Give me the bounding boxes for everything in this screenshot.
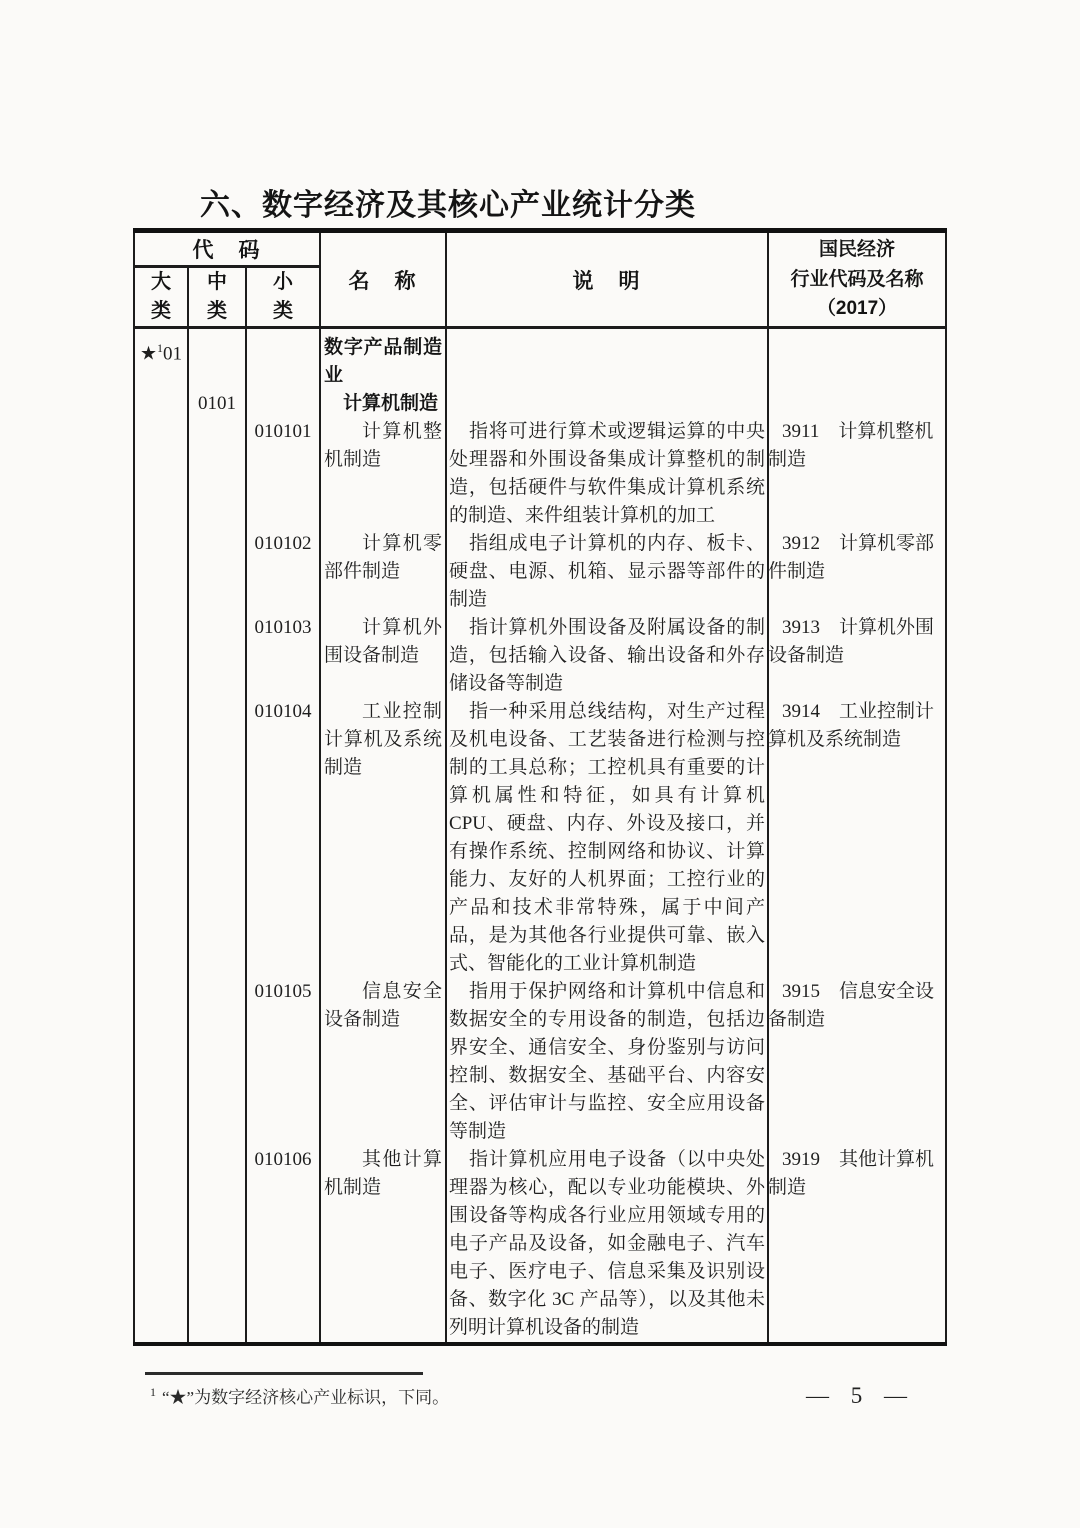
cell-desc	[446, 328, 768, 391]
cell-desc	[446, 530, 768, 614]
category-name: 计算机整机制造	[324, 421, 443, 470]
cell-major-code	[134, 978, 188, 1146]
cell-minor-code	[246, 328, 320, 391]
category-name: 计算机零部件制造	[324, 533, 443, 582]
cell-desc	[446, 614, 768, 698]
cell-industry	[768, 390, 946, 418]
category-name: 其他计算机制造	[324, 1149, 443, 1198]
table-row	[134, 698, 946, 978]
cell-name	[320, 418, 446, 530]
table-row	[134, 1146, 946, 1344]
footnote-marker: 1	[150, 1385, 156, 1400]
cell-desc	[446, 390, 768, 418]
cell-middle-code	[188, 530, 246, 614]
classification-table-wrap	[133, 228, 945, 1346]
cell-industry	[768, 614, 946, 698]
cell-middle-code	[188, 614, 246, 698]
table-row	[134, 614, 946, 698]
cell-middle-code	[188, 978, 246, 1146]
cell-industry	[768, 698, 946, 978]
industry-code-name: 3919 其他计算机制造	[768, 1149, 935, 1198]
category-desc: 指计算机外围设备及附属设备的制造，包括输入设备、输出设备和外存储设备等制造	[449, 617, 766, 694]
header-name-column: 名 称	[320, 231, 446, 328]
industry-code-name: 3915 信息安全设备制造	[768, 981, 935, 1030]
cell-desc	[446, 978, 768, 1146]
cell-name	[320, 530, 446, 614]
cell-minor-code	[246, 418, 320, 530]
cell-industry	[768, 978, 946, 1146]
header-industry-line1: 国民经济	[819, 239, 896, 261]
cell-desc	[446, 418, 768, 530]
header-major-class: 大类	[134, 267, 188, 328]
cell-minor-code	[246, 978, 320, 1146]
cell-name	[320, 698, 446, 978]
cell-desc	[446, 698, 768, 978]
header-industry-line2: 行业代码及名称	[790, 268, 924, 290]
cell-name	[320, 1146, 446, 1344]
minor-code: 010104	[254, 701, 312, 722]
cell-industry	[768, 418, 946, 530]
industry-code-name: 3914 工业控制计算机及系统制造	[768, 701, 935, 750]
footnote-text: “★”为数字经济核心产业标识，下同。	[162, 1388, 450, 1407]
minor-code: 010105	[254, 981, 312, 1002]
classification-table	[133, 228, 947, 1346]
category-name: 工业控制计算机及系统制造	[324, 701, 443, 778]
cell-industry	[768, 1146, 946, 1344]
industry-code-name: 3911 计算机整机制造	[768, 421, 934, 470]
page-title: 六、数字经济及其核心产业统计分类	[200, 189, 696, 222]
cell-middle-code	[188, 328, 246, 391]
cell-major-code	[134, 530, 188, 614]
middle-code: 0101	[198, 393, 236, 414]
table-row	[134, 530, 946, 614]
table-row	[134, 418, 946, 530]
footnote	[150, 1383, 449, 1408]
header-middle-class: 中类	[188, 267, 246, 328]
category-desc: 指计算机应用电子设备（以中央处理器为核心，配以专业功能模块、外围设备等构成各行业应用领域专用的电子产品及设备，如金融电子、汽车电子、医疗电子、信息采集及识别设备、数字化 3C 产品等），以及其他未列明计算机设备的制造	[449, 1149, 766, 1338]
cell-middle-code	[188, 698, 246, 978]
header-desc-column: 说 明	[446, 231, 768, 328]
minor-code: 010106	[254, 1149, 312, 1170]
cell-name	[320, 614, 446, 698]
cell-major-code	[134, 390, 188, 418]
cell-name	[320, 328, 446, 391]
page-number: — 5 —	[806, 1383, 915, 1408]
minor-code: 010103	[254, 617, 312, 638]
cell-major-code	[134, 418, 188, 530]
table-row	[134, 978, 946, 1146]
cell-middle-code	[188, 1146, 246, 1344]
cell-name	[320, 978, 446, 1146]
table-row	[134, 328, 946, 391]
star-marker: ★	[139, 343, 158, 365]
industry-code-name: 3913 计算机外围设备制造	[768, 617, 935, 666]
cell-industry	[768, 530, 946, 614]
category-desc: 指将可进行算术或逻辑运算的中央处理器和外围设备集成计算整机的制造，包括硬件与软件集成计算机系统的制造、来件组装计算机的加工	[449, 421, 766, 526]
cell-industry	[768, 328, 946, 391]
category-desc: 指用于保护网络和计算机中信息和数据安全的专用设备的制造，包括边界安全、通信安全、身份鉴别与访问控制、数据安全、基础平台、内容安全、评估审计与监控、安全应用设备等制造	[449, 981, 766, 1142]
category-desc: 指一种采用总线结构，对生产过程及机电设备、工艺装备进行检测与控制的工具总称；工控机具有重要的计算机属性和特征，如具有计算机 CPU、硬盘、内存、外设及接口，并有操作系统、控制网络和协议、计算能力、友好的人机界面；工控行业的产品和技术非常特殊，属于中间产品，是为其他各行业提供可靠、嵌入式、智能化的工业计算机制造	[449, 701, 766, 974]
cell-middle-code	[188, 390, 246, 418]
header-code-group: 代 码	[134, 231, 320, 267]
header-industry-column	[768, 231, 946, 328]
major-code: 01	[163, 343, 183, 365]
cell-minor-code	[246, 1146, 320, 1344]
category-desc: 指组成电子计算机的内存、板卡、硬盘、电源、机箱、显示器等部件的制造	[449, 533, 766, 610]
cell-minor-code	[246, 614, 320, 698]
header-industry-line3: （2017）	[816, 298, 898, 320]
minor-code: 010101	[254, 421, 312, 442]
category-name: 计算机制造	[343, 393, 439, 414]
cell-major-code	[134, 698, 188, 978]
category-name: 数字产品制造业	[324, 337, 443, 386]
cell-major-code	[134, 614, 188, 698]
table-body	[134, 328, 946, 1345]
header-minor-class: 小类	[246, 267, 320, 328]
industry-code-name: 3912 计算机零部件制造	[768, 533, 935, 582]
footnote-ref-marker: 1	[157, 341, 164, 355]
cell-middle-code	[188, 418, 246, 530]
category-name: 计算机外围设备制造	[324, 617, 443, 666]
cell-name	[320, 390, 446, 418]
cell-minor-code	[246, 698, 320, 978]
footnote-divider	[145, 1372, 423, 1375]
cell-desc	[446, 1146, 768, 1344]
cell-minor-code	[246, 530, 320, 614]
cell-minor-code	[246, 390, 320, 418]
table-row	[134, 390, 946, 418]
table-header	[134, 231, 946, 328]
cell-major-code	[134, 328, 188, 391]
category-name: 信息安全设备制造	[324, 981, 443, 1030]
cell-major-code	[134, 1146, 188, 1344]
minor-code: 010102	[254, 533, 312, 554]
